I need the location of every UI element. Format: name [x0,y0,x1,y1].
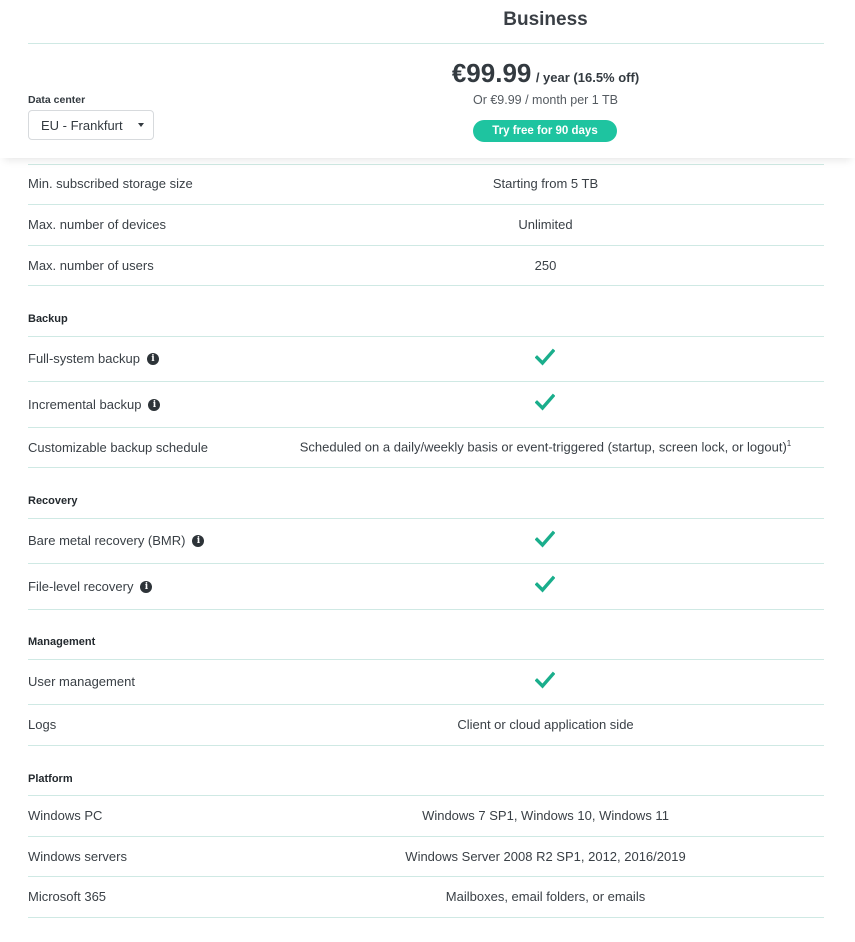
divider [28,917,824,918]
checkmark-icon [535,575,555,593]
table-row [28,704,824,745]
feature-value: Client or cloud application side [457,717,634,732]
feature-value-text: Scheduled on a daily/weekly basis or event-triggered (startup, screen lock, or logout) [299,439,787,455]
feature-value: Windows 7 SP1, Windows 10, Windows 11 [422,808,669,823]
feature-value: Windows Server 2008 R2 SP1, 2012, 2016/2019 [405,849,686,864]
feature-value [268,439,823,454]
info-icon[interactable]: i [147,353,159,365]
feature-label: Max. number of devices [28,217,167,232]
feature-label: Microsoft 365 [28,889,107,904]
section-title-backup: Backup [28,313,68,325]
info-icon[interactable]: i [140,581,152,593]
try-free-button[interactable]: Try free for 90 days [473,120,617,142]
divider [28,43,824,44]
table-row [28,336,824,381]
data-center-select[interactable] [28,110,154,140]
feature-label-text: Bare metal recovery (BMR) [28,533,186,548]
checkmark-icon [535,393,555,411]
divider [28,745,824,746]
feature-label-text: File-level recovery [28,579,134,594]
feature-label-text: Full-system backup [28,351,140,366]
table-row [28,204,824,245]
price-term: / year (16.5% off) [535,70,640,85]
feature-label [28,397,160,412]
info-icon[interactable]: i [192,535,204,547]
feature-label: Windows PC [28,808,103,823]
plan-name: Business [503,9,588,30]
section-title-platform: Platform [28,773,73,785]
table-row [28,563,824,609]
section-title-management: Management [28,636,96,648]
table-row [28,659,824,704]
data-center-value: EU - Frankfurt [41,117,123,133]
feature-label: Logs [28,717,57,732]
table-row [28,836,824,876]
footnote-marker[interactable]: 1 [786,439,792,448]
feature-value: 250 [534,258,557,273]
divider [28,285,824,286]
feature-value: Starting from 5 TB [492,176,599,191]
table-row [28,876,824,917]
checkmark-icon [535,530,555,548]
table-row [28,381,824,427]
table-row [28,245,824,285]
feature-label [28,533,204,548]
feature-label [28,351,159,366]
feature-label-text: Incremental backup [28,397,142,412]
feature-value: Mailboxes, email folders, or emails [445,889,646,904]
table-row [28,427,824,467]
feature-value: Unlimited [518,217,573,232]
checkmark-icon [535,348,555,366]
table-row [28,795,824,836]
table-row [28,164,824,204]
feature-label: Max. number of users [28,258,154,273]
price-amount: €99.99 [451,58,532,88]
feature-label: Windows servers [28,849,127,864]
divider [28,609,824,610]
plan-header [0,0,855,158]
feature-label: Min. subscribed storage size [28,176,193,191]
table-row [28,518,824,563]
divider [28,467,824,468]
price-line [268,58,823,89]
info-icon[interactable]: i [148,399,160,411]
data-center-label: Data center [28,94,86,106]
checkmark-icon [535,671,555,689]
feature-label [28,579,152,594]
chevron-down-icon [138,123,144,127]
monthly-price: Or €9.99 / month per 1 TB [473,93,618,107]
section-title-recovery: Recovery [28,495,78,507]
feature-label: Customizable backup schedule [28,440,208,455]
feature-label: User management [28,674,135,689]
